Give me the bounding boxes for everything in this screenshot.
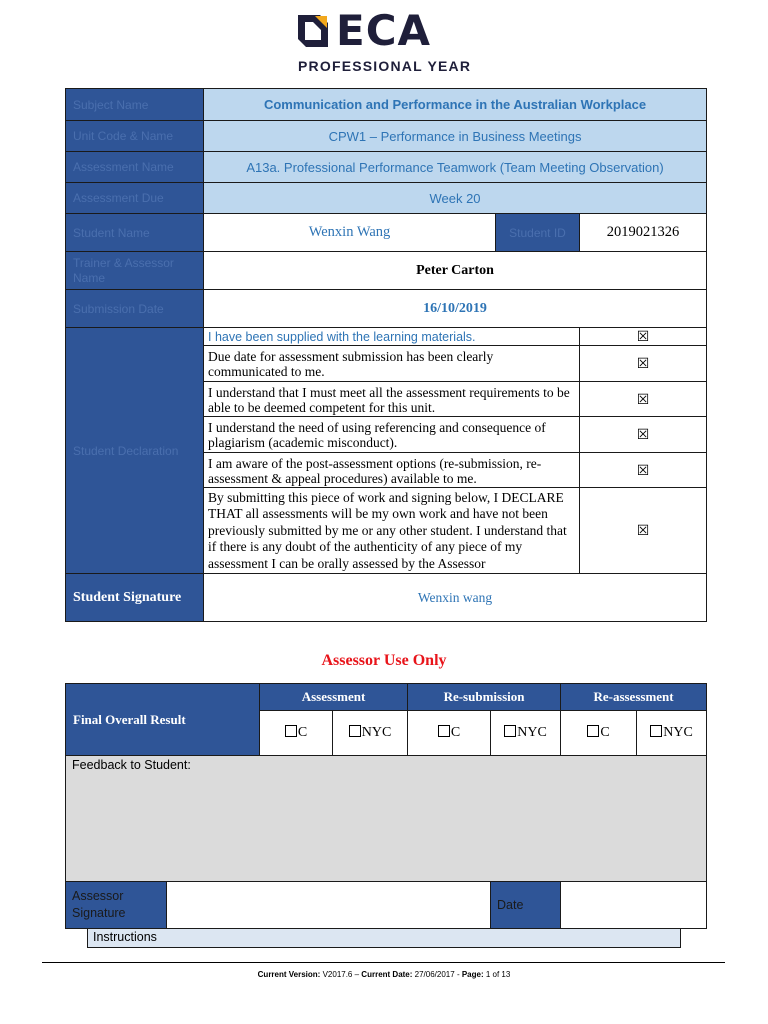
trainer-value: Peter Carton xyxy=(204,252,707,290)
declaration-item: I understand the need of using referencing and consequence of plagiarism (academic misconduct). xyxy=(204,417,580,453)
empty-checkbox-icon xyxy=(504,725,516,737)
declaration-tick-6[interactable] xyxy=(580,488,707,574)
assessment-due-value: Week 20 xyxy=(204,183,707,214)
student-name-value: Wenxin Wang xyxy=(204,214,496,252)
declaration-item: By submitting this piece of work and signing below, I DECLARE THAT all assessments will be my own work and have not been previously submitted by me or any other student. I understand that if there is any doubt of the authenticity of any piece of my assessment I can be orally assessed by the Assessor xyxy=(204,488,580,574)
empty-checkbox-icon xyxy=(438,725,450,737)
student-name-label: Student Name xyxy=(66,214,204,252)
unit-code-value: CPW1 – Performance in Business Meetings xyxy=(204,121,707,152)
checked-box-icon: ☒ xyxy=(636,522,650,538)
declaration-tick-4[interactable] xyxy=(580,417,707,453)
student-signature-label: Student Signature xyxy=(66,574,204,622)
brand-name: ECA xyxy=(336,6,432,55)
checked-box-icon: ☒ xyxy=(636,426,650,442)
declaration-item: Due date for assessment submission has been clearly communicated to me. xyxy=(204,346,580,382)
submission-date-label: Submission Date xyxy=(66,290,204,328)
final-overall-result-label: Final Overall Result xyxy=(66,684,260,756)
checked-box-icon: ☒ xyxy=(636,390,650,407)
column-resubmission: Re-submission xyxy=(408,684,561,711)
assessor-signature-label: Assessor Signature xyxy=(66,882,167,929)
resubmission-c-checkbox[interactable]: C xyxy=(408,711,491,756)
eca-logo xyxy=(296,6,476,74)
student-signature-value[interactable]: Wenxin wang xyxy=(204,574,707,622)
footer-divider xyxy=(42,962,725,963)
reassessment-c-checkbox[interactable]: C xyxy=(561,711,637,756)
assessment-c-checkbox[interactable]: C xyxy=(260,711,333,756)
column-reassessment: Re-assessment xyxy=(561,684,707,711)
empty-checkbox-icon xyxy=(349,725,361,737)
trainer-label: Trainer & Assessor Name xyxy=(66,252,204,290)
assessment-due-label: Assessment Due xyxy=(66,183,204,214)
declaration-tick-2[interactable] xyxy=(580,346,707,382)
assessor-use-heading: Assessor Use Only xyxy=(321,652,447,669)
checked-box-icon: ☒ xyxy=(636,461,650,478)
feedback-to-student-field[interactable] xyxy=(66,756,707,882)
declaration-item: I have been supplied with the learning materials. xyxy=(204,328,580,346)
assessor-signature-field[interactable] xyxy=(167,882,491,929)
declaration-tick-5[interactable] xyxy=(580,453,707,488)
empty-checkbox-icon xyxy=(650,725,662,737)
brand-subtitle: PROFESSIONAL YEAR xyxy=(298,58,472,74)
empty-checkbox-icon xyxy=(587,725,599,737)
student-declaration-label: Student Declaration xyxy=(66,328,204,574)
unit-code-label: Unit Code & Name xyxy=(66,121,204,152)
declaration-tick-1[interactable] xyxy=(580,328,707,346)
assessment-nyc-checkbox[interactable]: NYC xyxy=(333,711,408,756)
date-field[interactable] xyxy=(561,882,707,929)
declaration-item: I understand that I must meet all the assessment requirements to be able to be deemed competent for this unit. xyxy=(204,382,580,417)
assessor-result-table xyxy=(65,683,707,929)
student-id-label: Student ID xyxy=(496,214,580,252)
checked-box-icon: ☒ xyxy=(636,355,650,371)
reassessment-nyc-checkbox[interactable]: NYC xyxy=(637,711,707,756)
declaration-item: I am aware of the post-assessment options (re-submission, re-assessment & appeal procedures) available to me. xyxy=(204,453,580,488)
assessment-name-label: Assessment Name xyxy=(66,152,204,183)
assessment-cover-table xyxy=(65,88,707,622)
checked-box-icon: ☒ xyxy=(636,328,650,344)
column-assessment: Assessment xyxy=(260,684,408,711)
instructions-bar: Instructions xyxy=(87,928,681,948)
student-id-value: 2019021326 xyxy=(580,214,707,252)
date-label: Date xyxy=(491,882,561,929)
feedback-label: Feedback to Student: xyxy=(72,758,191,772)
empty-checkbox-icon xyxy=(285,725,297,737)
subject-name-value: Communication and Performance in the Australian Workplace xyxy=(204,89,707,121)
submission-date-value: 16/10/2019 xyxy=(204,290,707,328)
declaration-tick-3[interactable] xyxy=(580,382,707,417)
resubmission-nyc-checkbox[interactable]: NYC xyxy=(491,711,561,756)
eca-bracket-mark-icon xyxy=(298,15,328,47)
page-footer: Current Version: V2017.6 – Current Date: 27/06/2017 - Page: 1 of 13 xyxy=(257,970,511,979)
subject-name-label: Subject Name xyxy=(66,89,204,121)
assessment-name-value: A13a. Professional Performance Teamwork (Team Meeting Observation) xyxy=(204,152,707,183)
